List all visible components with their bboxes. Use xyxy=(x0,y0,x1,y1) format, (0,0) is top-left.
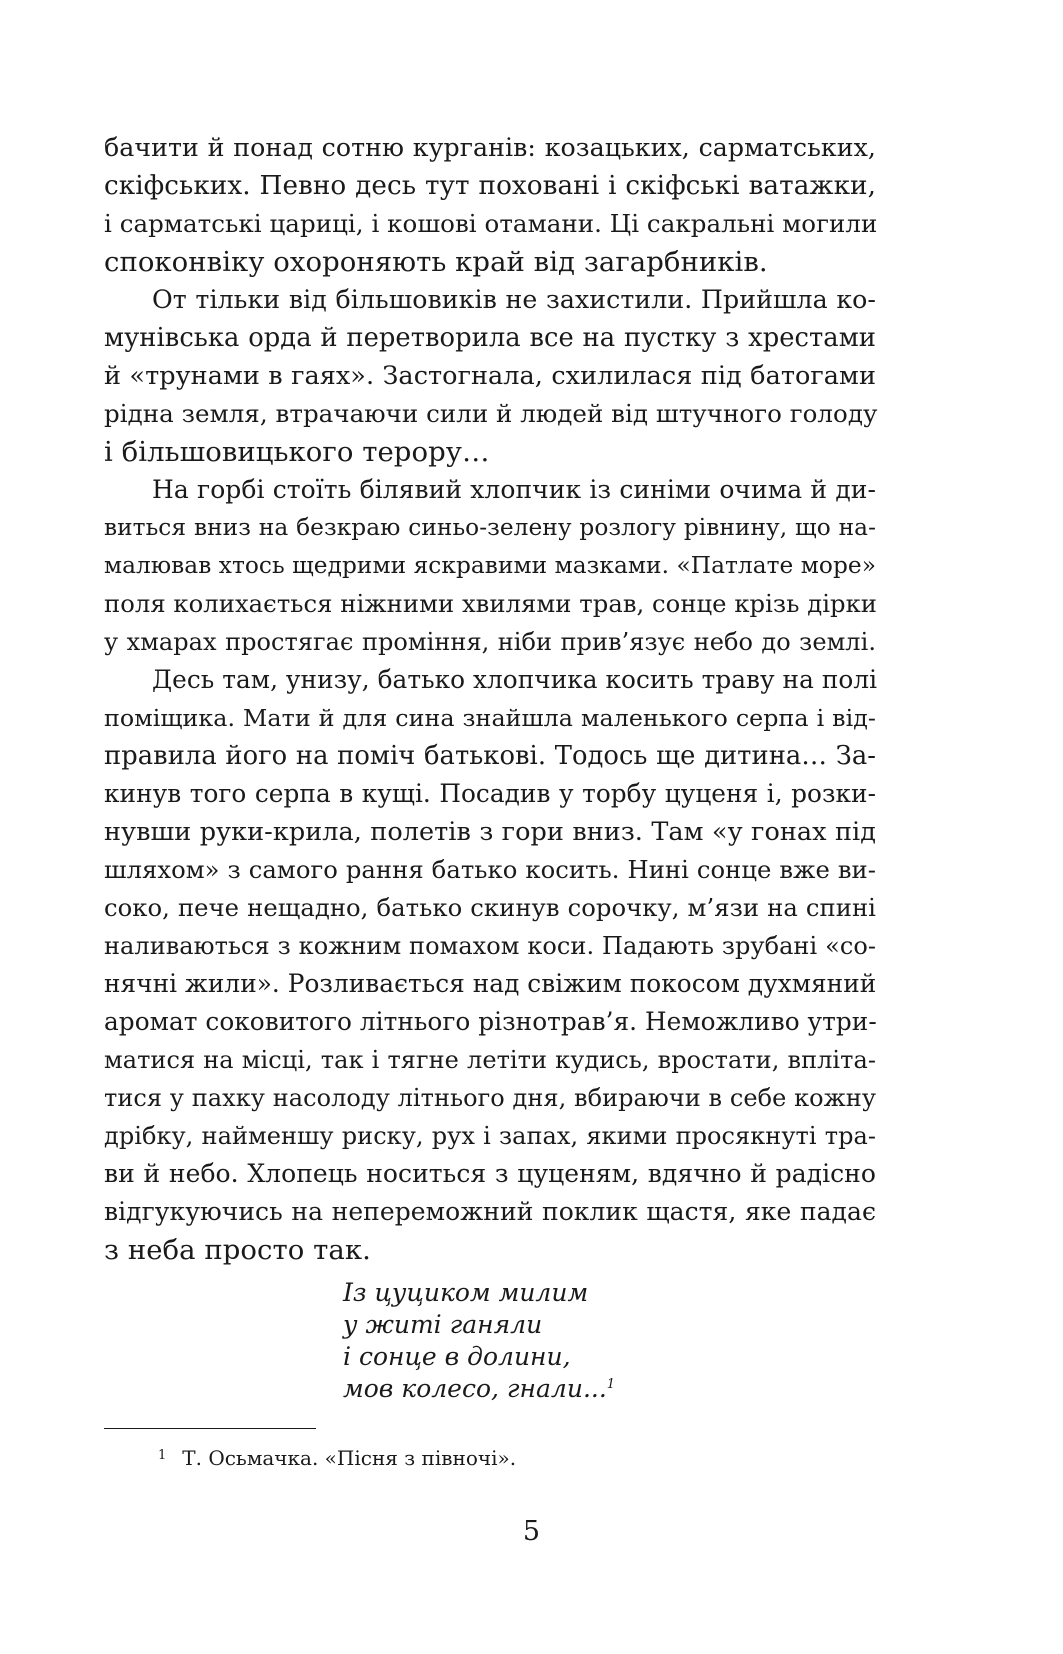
verse-line: Із цуциком милим xyxy=(343,1278,589,1307)
text-line: у хмарах простягає проміння, ніби прив’язує небо до землі. xyxy=(104,628,876,656)
page-number: 5 xyxy=(522,1516,541,1547)
text-line: матися на місці, так і тягне летіти кудись, вростати, впліта- xyxy=(104,1046,876,1074)
text-line: правила його на поміч батькові. Тодось ще дитина… За- xyxy=(104,741,876,771)
footnote-mark: 1 xyxy=(158,1448,167,1463)
text-line: рідна земля, втрачаючи сили й людей від штучного голоду xyxy=(104,399,878,428)
text-line: і сарматські цариці, і кошові отамани. Ці сакральні могили xyxy=(104,209,878,238)
text-line: соко, пече нещадно, батько скинув сорочку, м’язи на спині xyxy=(104,893,876,922)
text-line: поміщика. Мати й для сина знайшла маленького серпа і від- xyxy=(104,704,876,732)
text-line: ви й небо. Хлопець носиться з цуценям, вдячно й радісно xyxy=(104,1159,876,1188)
text-line: наливаються з кожним помахом коси. Падають зрубані «со- xyxy=(104,932,876,960)
text-line: відгукуючись на непереможний поклик щастя, яке падає xyxy=(104,1197,876,1226)
text-line: нувши руки-крила, полетів з гори вниз. Там «у гонах під xyxy=(104,817,876,847)
text-line: Десь там, унизу, батько хлопчика косить траву на полі xyxy=(152,665,878,694)
text-line: і більшовицького терору… xyxy=(104,436,490,468)
text-line: скіфських. Певно десь тут поховані і скіфські ватажки, xyxy=(104,171,876,201)
text-line: кинув того серпа в кущі. Посадив у торбу цуценя і, розки- xyxy=(104,779,876,808)
text-line: шляхом» з самого рання батько косить. Нині сонце вже ви- xyxy=(104,855,876,884)
text-line: дрібку, найменшу риску, рух і запах, якими просякнуті тра- xyxy=(104,1122,876,1150)
text-line: з неба просто так. xyxy=(104,1234,371,1266)
text-line: аромат соковитого літнього різнотрав’я. Неможливо утри- xyxy=(104,1007,877,1036)
text-line: мунівська орда й перетворила все на пустку з хрестами xyxy=(104,323,876,353)
text-line: тися у пахку насолоду літнього дня, вбираючи в себе кожну xyxy=(104,1084,876,1112)
footnote-reference: 1 xyxy=(606,1377,616,1392)
text-line: На горбі стоїть білявий хлопчик із синіми очима й ди- xyxy=(152,475,876,504)
text-line: бачити й понад сотню курганів: козацьких, сарматських, xyxy=(104,133,876,162)
text-line: споконвіку охороняють край від загарбників. xyxy=(104,246,768,278)
text-line: поля колихається ніжними хвилями трав, сонце крізь дірки xyxy=(104,589,877,618)
footnote xyxy=(158,1444,516,1476)
footnote-divider xyxy=(104,1428,316,1429)
text-line: й «трунами в гаях». Застогнала, схилилася під батогами xyxy=(104,361,876,391)
verse-line-with-ref xyxy=(343,1373,615,1405)
text-line: От тільки від більшовиків не захистили. Прийшла ко- xyxy=(152,285,876,314)
verse-line: у житі ганяли xyxy=(343,1310,543,1339)
footnote-text: Т. Осьмачка. «Пісня з півночі». xyxy=(182,1446,517,1470)
text-line: малював хтось щедрими яскравими мазками. «Патлате море» xyxy=(104,552,876,579)
verse-line: і сонце в долини, xyxy=(343,1342,571,1371)
text-line: нячні жили». Розливається над свіжим покосом духмяний xyxy=(104,969,877,998)
verse-line: мов колесо, гнали... xyxy=(343,1374,607,1403)
text-line: виться вниз на безкраю синьо-зелену розлогу рівнину, що на- xyxy=(104,514,876,541)
